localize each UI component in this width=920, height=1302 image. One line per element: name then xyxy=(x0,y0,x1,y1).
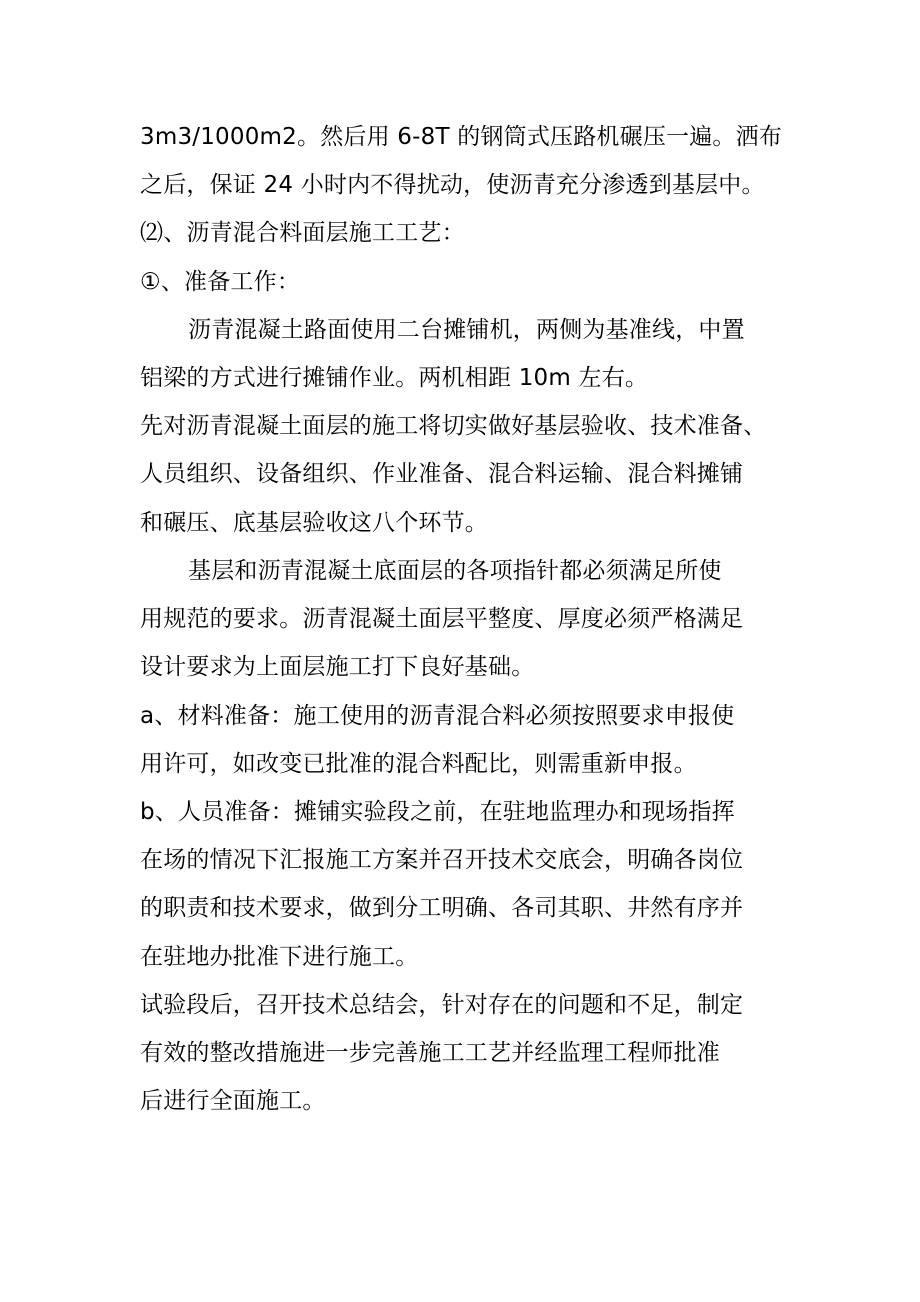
text-line: 设计要求为上面层施工打下良好基础。 xyxy=(140,654,535,680)
list-item-b: b、人员准备：摊铺实验段之前，在驻地监理办和现场指挥 xyxy=(140,799,735,825)
text-line: 在场的情况下汇报施工方案并召开技术交底会，明确各岗位 xyxy=(140,847,744,873)
text-line: 基层和沥青混凝土底面层的各项指针都必须满足所使 xyxy=(188,558,722,584)
text-line: 用规范的要求。沥青混凝土面层平整度、厚度必须严格满足 xyxy=(140,606,744,632)
text-line: 之后，保证 24 小时内不得扰动，使沥青充分渗透到基层中。 xyxy=(140,172,765,198)
text-line: 3m3/1000m2。然后用 6-8T 的钢筒式压路机碾压一遍。洒布 xyxy=(140,124,783,150)
text-line: 试验段后，召开技术总结会，针对存在的问题和不足，制定 xyxy=(140,992,744,1018)
text-line: 在驻地办批准下进行施工。 xyxy=(140,944,419,970)
list-item-a: a、材料准备：施工使用的沥青混合料必须按照要求申报使 xyxy=(140,703,735,729)
section-heading: ⑵、沥青混合料面层施工工艺： xyxy=(140,220,465,246)
text-line: 先对沥青混凝土面层的施工将切实做好基层验收、技术准备、 xyxy=(140,413,767,439)
text-line: 后进行全面施工。 xyxy=(140,1088,326,1114)
text-line: 用许可，如改变已批准的混合料配比，则需重新申报。 xyxy=(140,751,697,777)
text-line: 和碾压、底基层验收这八个环节。 xyxy=(140,510,488,536)
subsection-heading: ①、准备工作： xyxy=(140,269,301,295)
text-line: 有效的整改措施进一步完善施工工艺并经监理工程师批准 xyxy=(140,1040,720,1066)
text-line: 的职责和技术要求，做到分工明确、各司其职、井然有序并 xyxy=(140,895,744,921)
text-line: 人员组织、设备组织、作业准备、混合料运输、混合料摊铺 xyxy=(140,461,744,487)
text-line: 铝梁的方式进行摊铺作业。两机相距 10m 左右。 xyxy=(140,365,649,391)
text-line: 沥青混凝土路面使用二台摊铺机，两侧为基准线，中置 xyxy=(188,317,745,343)
